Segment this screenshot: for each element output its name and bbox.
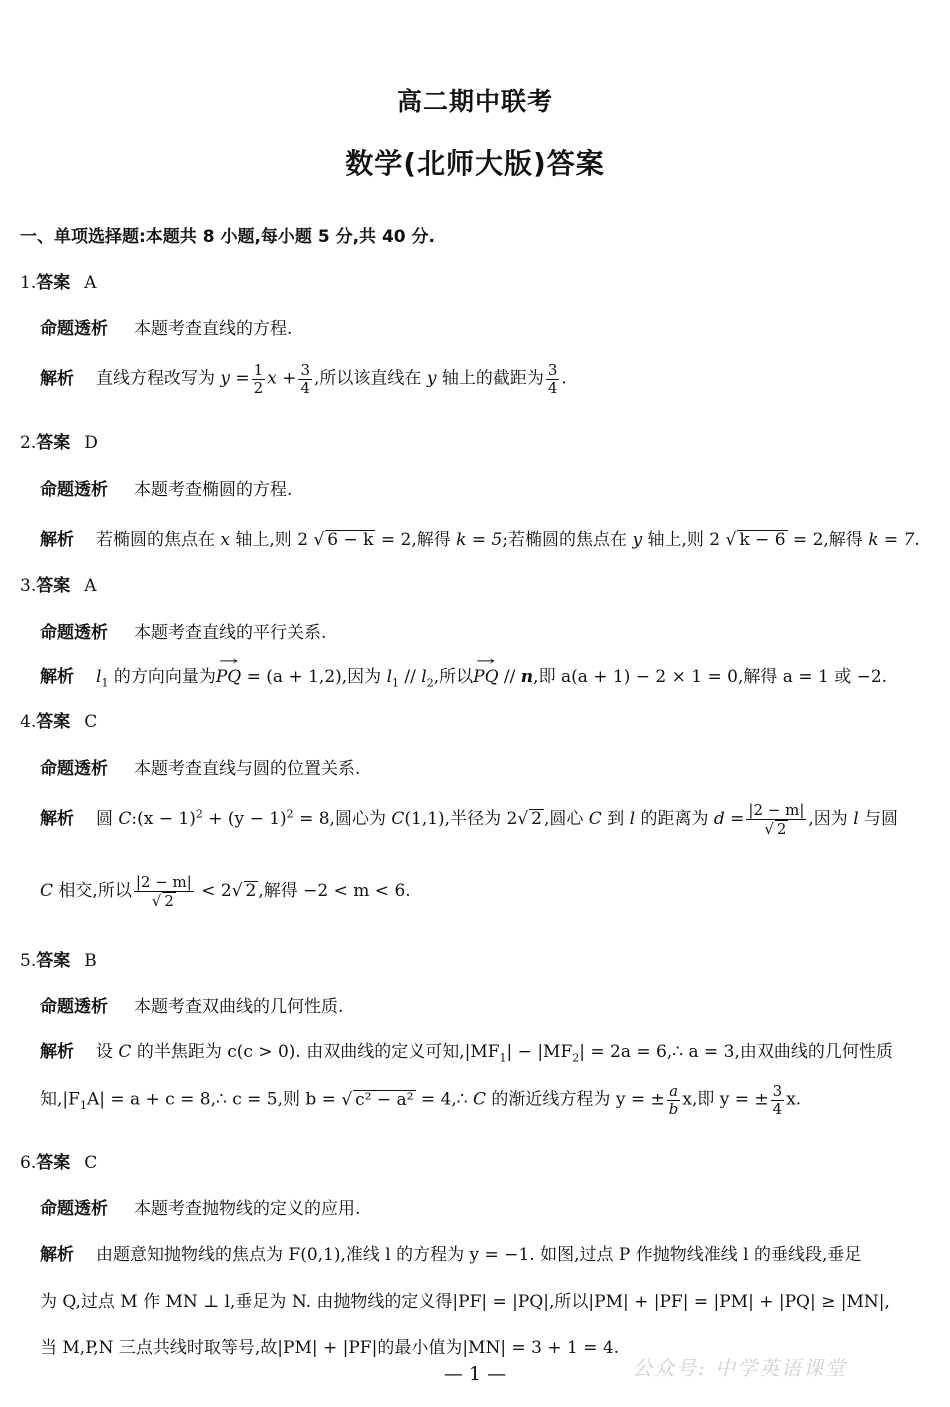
fraction: $\frac{3}{4}$	[547, 361, 558, 397]
page-title: 高二期中联考	[396, 87, 553, 116]
q2-analysis: 解析 若椭圆的焦点在 x 轴上,则 2 √ 6 − k = 2,解得 k = 5;若椭圆的焦点在 y 轴上,则 2 √ k − 6 = 2,解得 k = 7.	[40, 530, 920, 550]
q6-analysis-line3: 当 M,P,N 三点共线时取等号,故|PM| + |PF|的最小值为|MN| = 3 + 1 = 4.	[40, 1338, 620, 1358]
fraction: $\frac{|2 - m|}{√ 2}$	[135, 873, 192, 910]
fraction: $\frac{3}{4}$	[772, 1082, 783, 1118]
fraction: $\frac{1}{2}$	[253, 361, 264, 397]
q1-intent: 命题透析 本题考查直线的方程.	[40, 319, 293, 339]
fraction: $\frac{|2 - m|}{√ 2}$	[748, 801, 805, 838]
q5-analysis-line2: 知$,|F_1A| = a + c$ = 8,∴ c = 5,则 b = √ c² − a² = 4,∴ C 的渐近线方程为 y = ± $\frac{a}{b}$ x,即 y = ± $\frac{3}{4}$ x.	[40, 1082, 802, 1118]
q5-intent: 命题透析 本题考查双曲线的几何性质.	[40, 997, 344, 1017]
q2-intent: 命题透析 本题考查椭圆的方程.	[40, 480, 293, 500]
fraction: $\frac{3}{4}$	[300, 361, 311, 397]
q4-analysis-line1: 解析 圆 C:(x − $1)^2 + (y - 1)^2 = 8$,圆心为 C(1,1),半径为 2√ 2 ,圆心 C 到 l 的距离为 d = $\frac{|2 - m|}{√ 2}$ ,因为 l 与圆	[40, 801, 899, 838]
q2-answer: D	[84, 433, 98, 453]
q2-answer-line: 2.答案 D	[20, 433, 98, 453]
q5-analysis-line1: 解析 设 C 的半焦距为 c(c > 0). 由双曲线的定义可知$,|MF_1| - |MF_2| = 2a$ = 6,∴ a = 3,由双曲线的几何性质	[40, 1042, 893, 1065]
q4-intent: 命题透析 本题考查直线与圆的位置关系.	[40, 759, 361, 779]
q6-answer: C	[84, 1153, 98, 1173]
section-heading: 一、单项选择题:本题共 8 小题,每小题 5 分,共 40 分.	[20, 227, 435, 247]
q3-analysis: 解析 $l_1$ 的方向向量为→ PQ = (a + 1,2),因为 $l_1 // l_2$,所以→ PQ // n,即 a(a + 1) − 2 × 1 = 0,解得 a = 1 或 −2.	[40, 662, 887, 689]
q1-analysis: 解析 直线方程改写为 y = $\frac{1}{2}$ x + $\frac{3}{4}$ ,所以该直线在 y 轴上的截距为 $\frac{3}{4}$ .	[40, 361, 567, 397]
q6-analysis-line2: 为 Q,过点 M 作 MN ⊥ l,垂足为 N. 由抛物线的定义得|PF| = |PQ|,所以|PM| + |PF| = |PM| + |PQ| ≥ |MN|,	[40, 1292, 890, 1312]
vector-pq: → PQ	[216, 667, 241, 687]
page-number: — 1 —	[443, 1363, 507, 1385]
q6-analysis-line1: 解析 由题意知抛物线的焦点为 F(0,1),准线 l 的方程为 y = −1. 如图,过点 P 作抛物线准线 l 的垂线段,垂足	[40, 1245, 862, 1265]
q3-answer: A	[84, 576, 97, 596]
q3-intent: 命题透析 本题考查直线的平行关系.	[40, 623, 327, 643]
vector-pq: → PQ	[473, 667, 498, 687]
fraction: $\frac{a}{b}$	[668, 1082, 679, 1118]
q1-answer: A	[84, 273, 97, 293]
page-subtitle: 数学(北师大版)答案	[345, 147, 605, 180]
q6-intent: 命题透析 本题考查抛物线的定义的应用.	[40, 1199, 361, 1219]
q3-answer-line: 3.答案 A	[20, 576, 97, 596]
q4-answer-line: 4.答案 C	[20, 712, 98, 732]
q4-analysis-line2: C 相交,所以 $\frac{|2 - m|}{√ 2}$ < 2√ 2 ,解得 −2 < m < 6.	[40, 873, 411, 910]
q5-answer: B	[84, 951, 97, 971]
q1-answer-line: 1.答案 A	[20, 273, 97, 293]
watermark: 公众号: 中学英语课堂	[632, 1356, 848, 1380]
q6-answer-line: 6.答案 C	[20, 1153, 98, 1173]
q5-answer-line: 5.答案 B	[20, 951, 97, 971]
q4-answer: C	[84, 712, 98, 732]
